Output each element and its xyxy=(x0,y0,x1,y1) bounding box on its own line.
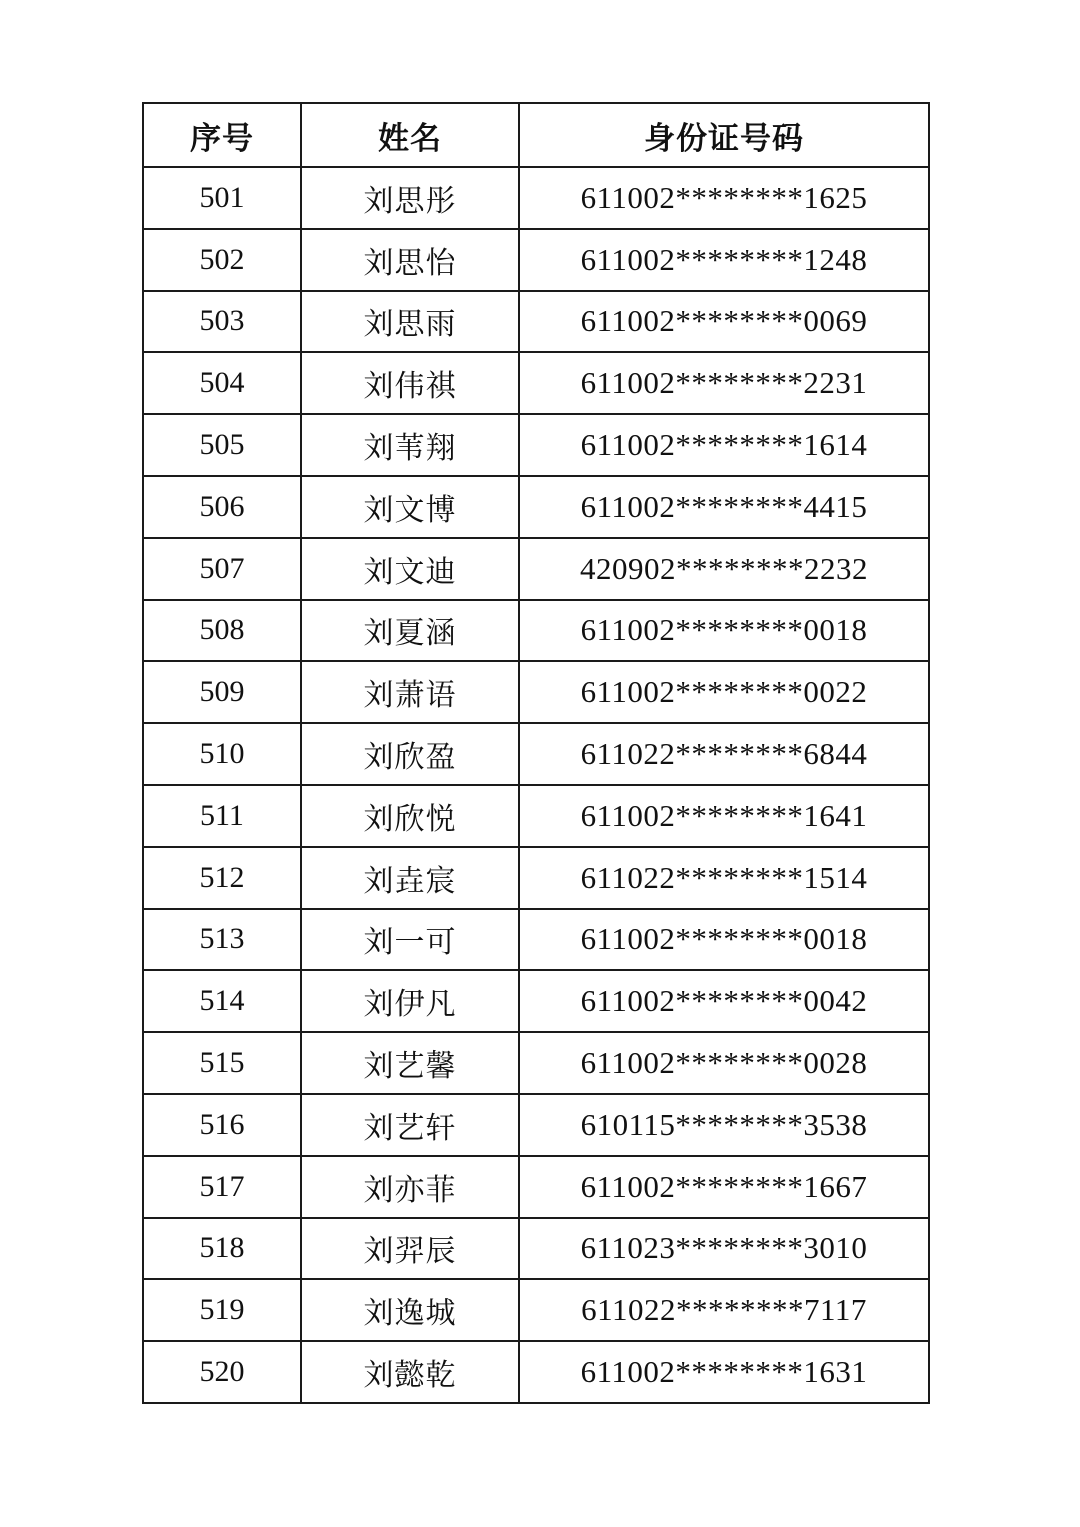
cell-seq: 518 xyxy=(143,1218,301,1280)
table-header xyxy=(143,103,929,167)
table-row xyxy=(143,600,929,662)
cell-name: 刘艺轩 xyxy=(301,1094,519,1156)
table-row xyxy=(143,661,929,723)
cell-id-number: 611002********2231 xyxy=(519,352,929,414)
table-row xyxy=(143,909,929,971)
cell-name: 刘欣盈 xyxy=(301,723,519,785)
cell-name: 刘文迪 xyxy=(301,538,519,600)
cell-name: 刘苇翔 xyxy=(301,414,519,476)
table-row xyxy=(143,1279,929,1341)
cell-seq: 513 xyxy=(143,909,301,971)
cell-seq: 505 xyxy=(143,414,301,476)
cell-name: 刘垚宸 xyxy=(301,847,519,909)
cell-name: 刘思怡 xyxy=(301,229,519,291)
cell-name: 刘伟祺 xyxy=(301,352,519,414)
cell-seq: 507 xyxy=(143,538,301,600)
cell-name: 刘思雨 xyxy=(301,291,519,353)
cell-id-number: 611023********3010 xyxy=(519,1218,929,1280)
cell-seq: 519 xyxy=(143,1279,301,1341)
cell-id-number: 611002********0018 xyxy=(519,600,929,662)
header-id-number: 身份证号码 xyxy=(519,103,929,167)
cell-name: 刘艺馨 xyxy=(301,1032,519,1094)
table-row xyxy=(143,167,929,229)
header-name: 姓名 xyxy=(301,103,519,167)
cell-seq: 520 xyxy=(143,1341,301,1403)
cell-id-number: 611002********1614 xyxy=(519,414,929,476)
table-row xyxy=(143,352,929,414)
header-row xyxy=(143,103,929,167)
cell-seq: 512 xyxy=(143,847,301,909)
table-row xyxy=(143,1032,929,1094)
cell-id-number: 611002********0042 xyxy=(519,970,929,1032)
cell-seq: 517 xyxy=(143,1156,301,1218)
cell-id-number: 611002********4415 xyxy=(519,476,929,538)
cell-id-number: 611022********7117 xyxy=(519,1279,929,1341)
cell-id-number: 611002********0022 xyxy=(519,661,929,723)
cell-seq: 509 xyxy=(143,661,301,723)
cell-id-number: 610115********3538 xyxy=(519,1094,929,1156)
cell-seq: 511 xyxy=(143,785,301,847)
cell-id-number: 611022********1514 xyxy=(519,847,929,909)
table-row xyxy=(143,847,929,909)
cell-name: 刘亦菲 xyxy=(301,1156,519,1218)
table-row xyxy=(143,1094,929,1156)
cell-name: 刘文博 xyxy=(301,476,519,538)
table-row xyxy=(143,538,929,600)
cell-id-number: 611002********0018 xyxy=(519,909,929,971)
cell-seq: 515 xyxy=(143,1032,301,1094)
table-row xyxy=(143,970,929,1032)
roster-table xyxy=(142,102,930,1404)
table-row xyxy=(143,1218,929,1280)
cell-id-number: 611002********0028 xyxy=(519,1032,929,1094)
cell-id-number: 611002********1667 xyxy=(519,1156,929,1218)
table-row xyxy=(143,1341,929,1403)
table-row xyxy=(143,476,929,538)
table-row xyxy=(143,785,929,847)
table-row xyxy=(143,291,929,353)
cell-id-number: 420902********2232 xyxy=(519,538,929,600)
cell-name: 刘伊凡 xyxy=(301,970,519,1032)
cell-name: 刘懿乾 xyxy=(301,1341,519,1403)
table-row xyxy=(143,229,929,291)
cell-seq: 501 xyxy=(143,167,301,229)
cell-name: 刘一可 xyxy=(301,909,519,971)
cell-id-number: 611022********6844 xyxy=(519,723,929,785)
header-seq: 序号 xyxy=(143,103,301,167)
cell-name: 刘欣悦 xyxy=(301,785,519,847)
table-row xyxy=(143,1156,929,1218)
cell-seq: 503 xyxy=(143,291,301,353)
cell-name: 刘思彤 xyxy=(301,167,519,229)
table-body xyxy=(143,167,929,1403)
cell-seq: 516 xyxy=(143,1094,301,1156)
cell-name: 刘羿辰 xyxy=(301,1218,519,1280)
cell-name: 刘逸城 xyxy=(301,1279,519,1341)
cell-id-number: 611002********1248 xyxy=(519,229,929,291)
cell-name: 刘夏涵 xyxy=(301,600,519,662)
cell-seq: 502 xyxy=(143,229,301,291)
cell-seq: 510 xyxy=(143,723,301,785)
cell-seq: 508 xyxy=(143,600,301,662)
cell-id-number: 611002********1631 xyxy=(519,1341,929,1403)
cell-id-number: 611002********1625 xyxy=(519,167,929,229)
cell-name: 刘萧语 xyxy=(301,661,519,723)
cell-id-number: 611002********1641 xyxy=(519,785,929,847)
cell-seq: 504 xyxy=(143,352,301,414)
cell-seq: 506 xyxy=(143,476,301,538)
table-row xyxy=(143,414,929,476)
cell-id-number: 611002********0069 xyxy=(519,291,929,353)
table-row xyxy=(143,723,929,785)
cell-seq: 514 xyxy=(143,970,301,1032)
